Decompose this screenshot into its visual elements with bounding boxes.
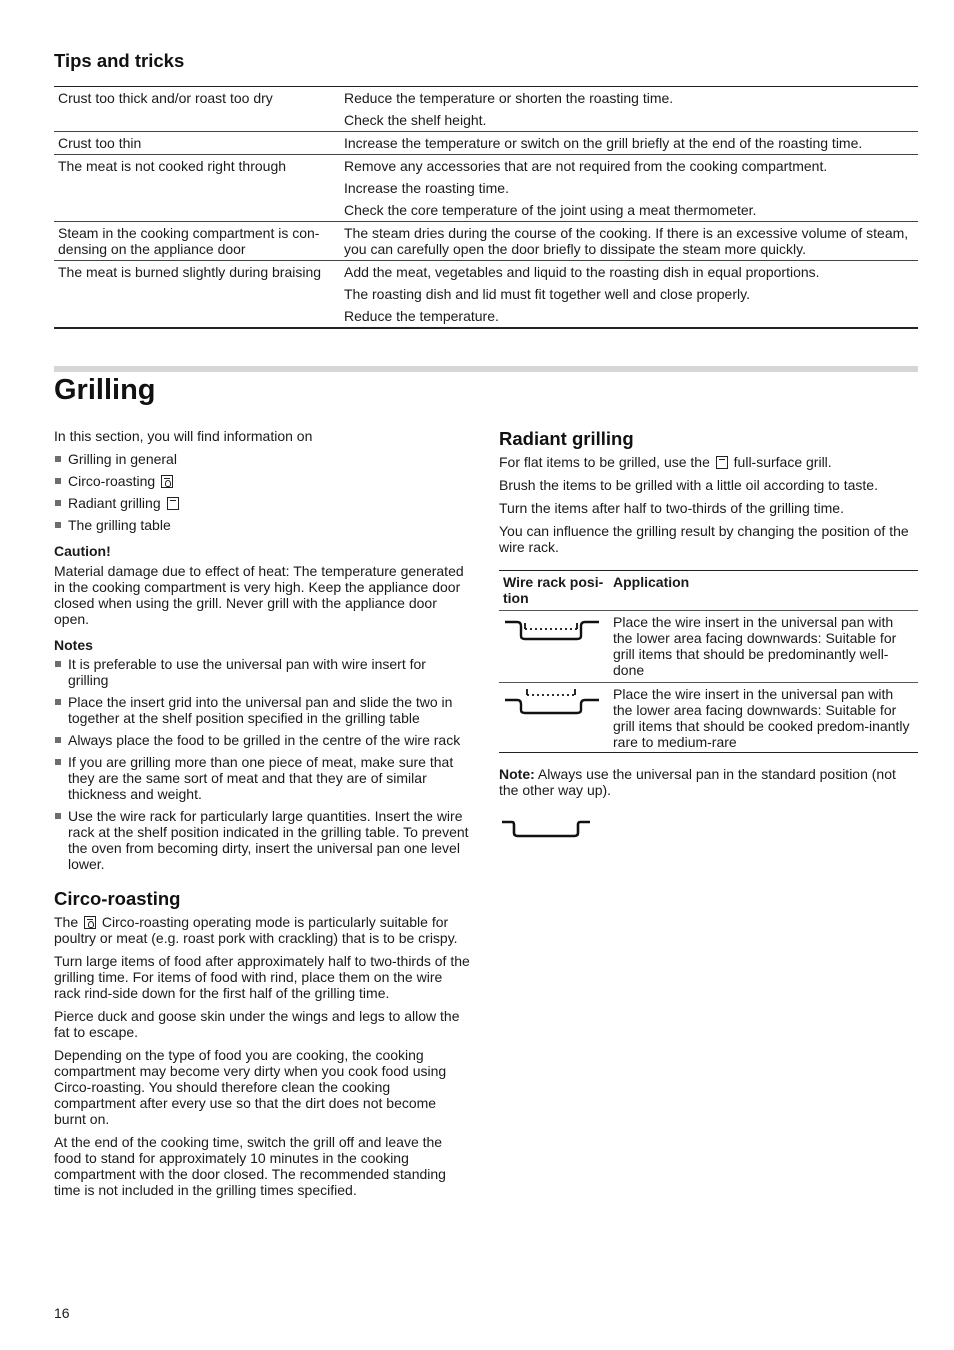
section-divider — [54, 366, 918, 372]
wire-rack-feet-down-icon — [503, 614, 603, 644]
list-item: Always place the food to be grilled in the centre of the wire rack — [54, 732, 470, 748]
tips-heading: Tips and tricks — [54, 50, 185, 71]
caution-text: Material damage due to effect of heat: The temperature generated in the cooking compartment is very high. Keep the appliance door closed when using the grill. Never grill with the appliance door open. — [54, 563, 464, 627]
right-column — [499, 428, 918, 562]
column-header: Application — [613, 574, 690, 590]
remedy-cell: The steam dries during the course of the cooking. If there is an excessive volume of steam, you can carefully open the door briefly to dissipate the steam more quickly. — [344, 225, 909, 257]
remedy-cell: Add the meat, vegetables and liquid to the roasting dish in equal proportions. — [344, 264, 820, 280]
grilling-title: Grilling — [54, 374, 156, 406]
notes-list — [54, 656, 470, 872]
list-item: Place the insert grid into the universal pan and slide the two in together at the shelf position specified in the grilling table — [54, 694, 470, 726]
circo-paragraph: Depending on the type of food you are cooking, the cooking compartment may become very dirty when you cook food using Circo-roasting. You should therefore clean the cooking compartment after every use so that the dirt does not become burnt on. — [54, 1047, 447, 1127]
remedy-cell: Check the shelf height. — [344, 112, 487, 128]
note-text: Always use the universal pan in the standard position (not the other way up). — [499, 766, 896, 798]
list-item: It is preferable to use the universal pan with wire insert for grilling — [54, 656, 470, 688]
table-row — [54, 87, 918, 131]
problem-cell: The meat is burned slightly during braising — [58, 264, 322, 280]
problem-cell: Steam in the cooking compartment is con-densing on the appliance door — [58, 225, 320, 257]
problem-cell: Crust too thin — [58, 135, 142, 151]
table-row — [54, 154, 918, 221]
problem-cell: The meat is not cooked right through — [58, 158, 287, 174]
table-row — [54, 131, 918, 154]
table-row — [54, 260, 918, 327]
radiant-paragraph: For flat items to be grilled, use the full-surface grill. — [499, 454, 832, 470]
table-row — [54, 221, 918, 260]
circo-roasting-icon — [84, 916, 96, 929]
list-item: Radiant grilling — [54, 495, 470, 511]
wire-rack-feet-up-icon — [503, 686, 603, 716]
radiant-paragraph: You can influence the grilling result by changing the position of the wire rack. — [499, 523, 909, 555]
universal-pan-note — [499, 766, 918, 798]
circo-heading: Circo-roasting — [54, 888, 181, 909]
remedy-cell: The roasting dish and lid must fit together well and close properly. — [344, 286, 750, 302]
application-cell: Place the wire insert in the universal pan with the lower area facing downwards: Suitable for grill items that should be predominantly well-done — [613, 614, 897, 678]
table-row — [499, 682, 918, 752]
remedy-cell: Reduce the temperature or shorten the roasting time. — [344, 90, 674, 106]
circo-roasting-icon — [161, 475, 173, 488]
page-number: 16 — [54, 1305, 70, 1321]
list-item: The grilling table — [54, 517, 470, 533]
remedy-cell: Check the core temperature of the joint using a meat thermometer. — [344, 202, 757, 218]
list-item: Grilling in general — [54, 451, 470, 467]
circo-paragraph: At the end of the cooking time, switch the grill off and leave the food to stand for approximately 10 minutes in the cooking compartment with the door closed. The recommended standing time is not included in the grilling times specified. — [54, 1134, 446, 1198]
radiant-paragraph: Brush the items to be grilled with a little oil according to taste. — [499, 477, 878, 493]
remedy-cell: Remove any accessories that are not required from the cooking compartment. — [344, 158, 828, 174]
problem-cell: Crust too thick and/or roast too dry — [58, 90, 273, 106]
universal-pan-icon — [500, 818, 592, 840]
left-column — [54, 428, 470, 1205]
caution-label: Caution! — [54, 543, 111, 559]
notes-label: Notes — [54, 637, 93, 653]
table-row — [499, 610, 918, 682]
remedy-cell: Increase the temperature or switch on the grill briefly at the end of the roasting time. — [344, 135, 863, 151]
list-item: Circo-roasting — [54, 473, 470, 489]
wire-rack-table — [499, 570, 918, 753]
list-item: Use the wire rack for particularly large quantities. Insert the wire rack at the shelf position indicated in the grilling table. To prevent the oven from becoming dirty, insert the universal pan one level lower. — [54, 808, 470, 872]
radiant-heading: Radiant grilling — [499, 428, 634, 449]
application-cell: Place the wire insert in the universal pan with the lower area facing downwards: Suitable for grill items that should be cooked predom-inantly rare to medium-rare — [613, 686, 910, 750]
table-header — [499, 571, 918, 610]
note-label: Note: — [499, 766, 535, 782]
circo-paragraph: Pierce duck and goose skin under the wings and legs to allow the fat to escape. — [54, 1008, 460, 1040]
intro-text: In this section, you will find information on — [54, 428, 313, 444]
tips-table — [54, 86, 918, 329]
circo-paragraph: Turn large items of food after approximately half to two-thirds of the grilling time. For items of food with rind, place them on the wire rack rind-side down for the first half of the grilling time. — [54, 953, 470, 1001]
column-header: Wire rack posi-tion — [503, 574, 604, 606]
radiant-grill-icon — [716, 456, 728, 469]
circo-paragraph: The Circo-roasting operating mode is particularly suitable for poultry or meat (e.g. roast pork with crackling) that is to be crispy. — [54, 914, 458, 946]
radiant-grill-icon — [167, 497, 179, 510]
remedy-cell: Increase the roasting time. — [344, 180, 509, 196]
remedy-cell: Reduce the temperature. — [344, 308, 499, 324]
topic-list — [54, 451, 470, 533]
list-item: If you are grilling more than one piece of meat, make sure that they are the same sort of meat and that they are of similar thickness and weight. — [54, 754, 470, 802]
radiant-paragraph: Turn the items after half to two-thirds of the grilling time. — [499, 500, 844, 516]
